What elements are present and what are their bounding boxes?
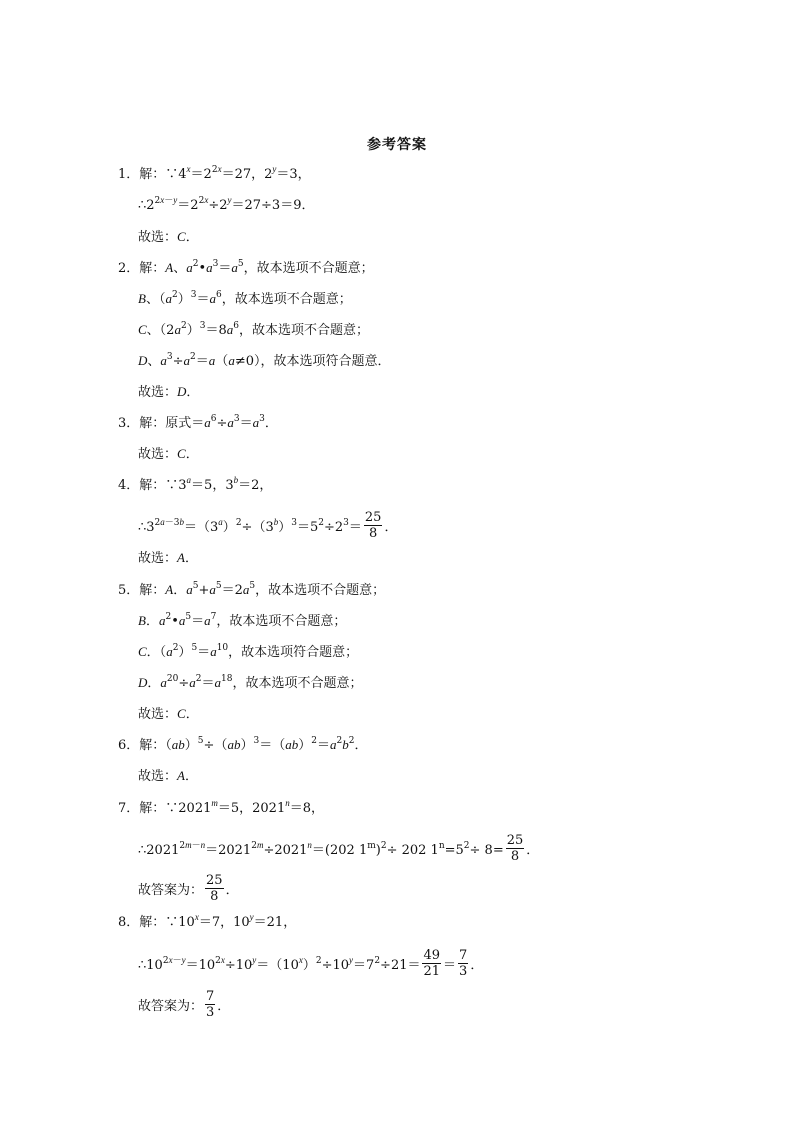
q2-line-1: 2．解：A、$a^2•a^3=a^5$，故本选项不合题意； — [118, 259, 374, 276]
q2-line-2: B、$(a^2)^3=a^6$，故本选项不合题意； — [138, 290, 352, 307]
q5-line-3: C．$(a^2)^5=a^{10}$，故本选项符合题意； — [138, 643, 359, 660]
q4-line-3: 故选：A． — [138, 550, 198, 566]
q8-numerator-2: 7 — [459, 948, 468, 963]
page-title: 参考答案 — [367, 137, 427, 153]
q3-line-2: 故选：C． — [138, 446, 199, 462]
q4-denominator: 8 — [369, 526, 378, 541]
q8-denominator-1: 21 — [423, 964, 441, 979]
q4-line-1: 4．解：$\because 3^a=5$，$3^b=2$， — [118, 475, 273, 493]
q4-line-2: $\therefore 3^{2a-3b}=(3^a)^2\div(3^b)^3=5^2\div 2^3=$ $\frac{25}{8}$ ． — [138, 510, 398, 541]
q5-line-1: 5．解：A．$a^5+a^5=2a^5$，故本选项不合题意； — [118, 581, 386, 598]
q5-line-2: B．$a^2•a^5=a^7$，故本选项不合题意； — [138, 612, 347, 629]
q7-line-1: 7．解：$\because 2021^m=5$，$2021^n=8$， — [118, 798, 324, 816]
q5-line-4: D．$a^{20}\div a^2=a^{18}$，故本选项不合题意； — [138, 674, 363, 691]
q2-line-5: 故选：D． — [138, 384, 200, 400]
q8-answer-fraction — [205, 989, 215, 1020]
q8-line-3: 故答案为： $\frac{7}{3}$ ． — [138, 989, 231, 1020]
q5-line-5: 故选：C． — [138, 706, 199, 722]
q8-numerator-1: 49 — [423, 948, 441, 963]
q6-line-1: 6．解：$(ab)^5\div(ab)^3=(ab)^2=a^2b^2$． — [118, 736, 368, 753]
q8-line-2: $\therefore 10^{2x-y}=10^{2x}\div 10^y=(10^x)^2\div 10^y=7^2\div 21=$ $\frac{49}{21}$ ＝ $\frac{7}{3}$ ． — [138, 948, 484, 979]
q1-line-2: $\therefore 2^{2x-y}=2^{2x}\div 2^y=27\div 3=9$． — [138, 195, 315, 213]
q8-answer-denominator: 3 — [206, 1005, 215, 1020]
q2-line-4: D、$a^3\div a^2=a(a\ne 0)$，故本选项符合题意． — [138, 352, 391, 369]
q7-answer-fraction — [205, 873, 224, 904]
q8-denominator-2: 3 — [459, 964, 468, 979]
q7-denominator: 8 — [510, 849, 520, 864]
q3-line-1: 3．解：原式$=a^6\div a^3=a^3$． — [118, 414, 278, 431]
q8-line-1: 8．解：$\because 10^x=7$，$10^y=21$， — [118, 912, 297, 930]
q2-line-3: C、$(2a^2)^3=8a^6$，故本选项不合题意； — [138, 321, 369, 338]
q4-fraction — [364, 510, 383, 541]
q4-numerator: 25 — [364, 510, 382, 525]
q7-numerator: 25 — [506, 833, 524, 848]
q7-fraction — [506, 833, 525, 864]
q7-line-2: $\therefore 2021^{2m-n}=2021^{2m}\div 2021^n=(202$ $1^m)^2\div 202$ $1^n=5^2\div 8=$ $\frac{25}{8}$ ． — [138, 833, 540, 864]
q8-fraction-1 — [422, 948, 441, 979]
q1-line-3: 故选：C． — [138, 229, 199, 245]
q7-line-3: 故答案为： $\frac{25}{8}$ ． — [138, 873, 239, 904]
q8-answer-numerator: 7 — [206, 989, 215, 1004]
q7-answer-numerator: 25 — [206, 873, 223, 888]
q7-answer-denominator: 8 — [210, 889, 219, 904]
q1-line-1: 1．解：$\because 4^x=2^{2x}=27$，$2^y=3$， — [118, 164, 311, 182]
q6-line-2: 故选：A． — [138, 768, 198, 784]
q8-fraction-2 — [458, 948, 468, 979]
